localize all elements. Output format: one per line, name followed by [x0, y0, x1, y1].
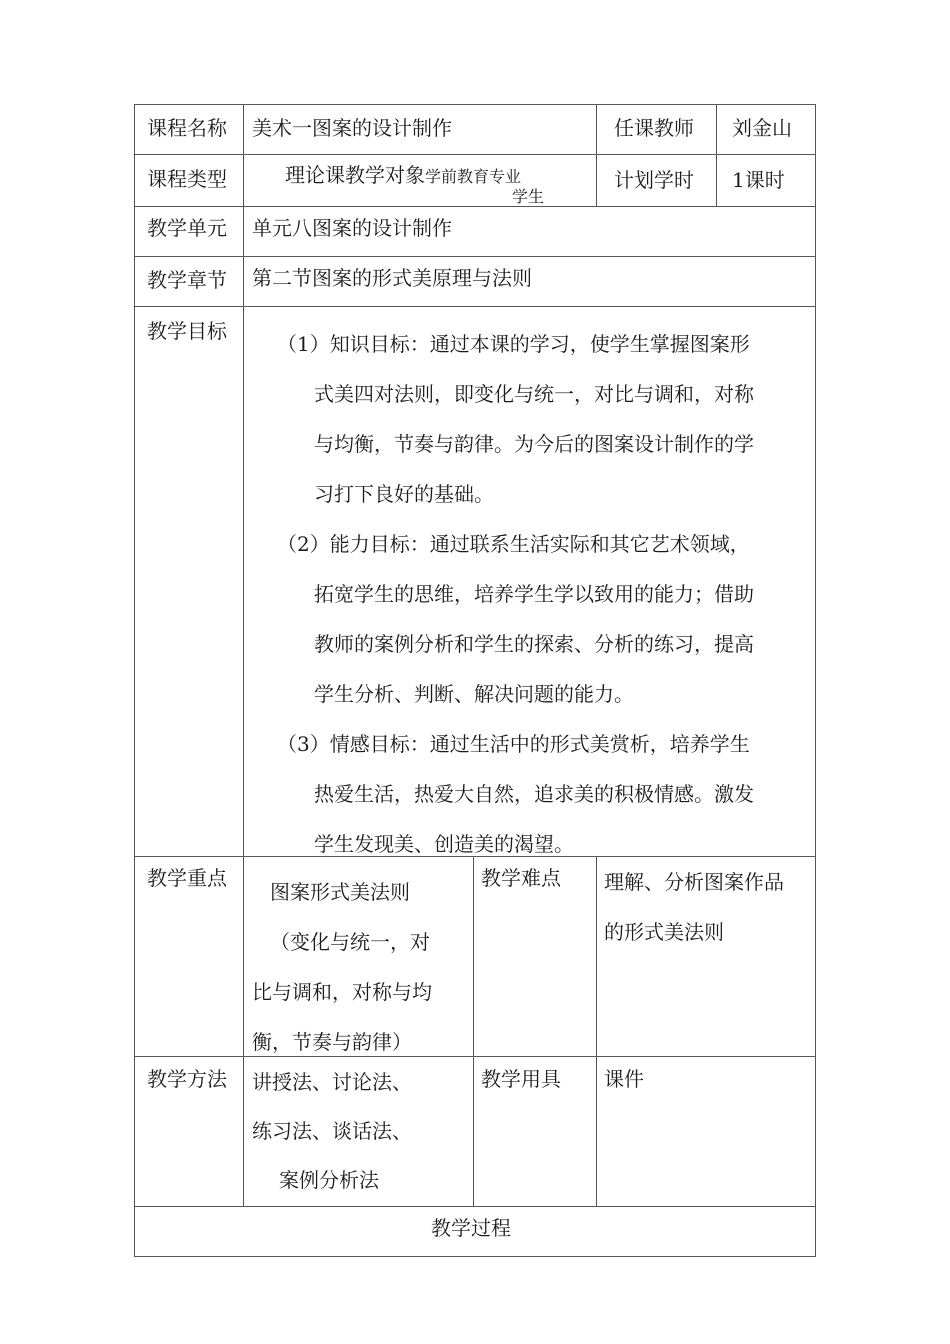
- objective-line: 学生发现美、创造美的渴望。: [314, 832, 574, 856]
- course-type-audience-cont: 学生: [512, 187, 545, 206]
- row-divider: [134, 154, 816, 155]
- objective-line: 热爱生活，热爱大自然，追求美的积极情感。激发: [314, 782, 754, 806]
- difficulty-line: 的形式美法则: [604, 920, 724, 944]
- difficulty-label: 教学难点: [481, 866, 561, 890]
- objective-line: （2）能力目标：通过联系生活实际和其它艺术领域，: [277, 532, 750, 556]
- process-heading: 教学过程: [431, 1216, 511, 1240]
- objective-line: （1）知识目标：通过本课的学习，使学生掌握图案形: [277, 332, 750, 356]
- course-name-value: 美术一图案的设计制作: [252, 116, 452, 140]
- course-type-audience: 学前教育专业: [425, 167, 522, 186]
- objective-line: 拓宽学生的思维，培养学生学以致用的能力；借助: [314, 582, 754, 606]
- teacher-label: 任课教师: [614, 116, 694, 140]
- col-divider: [596, 856, 597, 1207]
- course-name-label: 课程名称: [147, 116, 227, 140]
- focus-label: 教学重点: [147, 866, 227, 890]
- table-border-bottom: [134, 1256, 816, 1257]
- course-type-value: [285, 163, 521, 187]
- focus-line: 比与调和，对称与均: [252, 980, 432, 1004]
- col-divider: [716, 104, 717, 207]
- objectives-label: 教学目标: [147, 319, 227, 343]
- difficulty-line: 理解、分析图案作品: [604, 870, 784, 894]
- objective-line: 习打下良好的基础。: [314, 482, 494, 506]
- section-value: 第二节图案的形式美原理与法则: [252, 266, 532, 290]
- method-line: 案例分析法: [279, 1168, 379, 1192]
- col-divider: [473, 856, 474, 1207]
- col-divider: [243, 104, 244, 1207]
- teacher-value: 刘金山: [732, 116, 792, 140]
- objective-line: 与均衡，节奏与韵律。为今后的图案设计制作的学: [314, 432, 754, 456]
- focus-line: （变化与统一，对: [270, 930, 430, 954]
- table-border-top: [134, 104, 816, 105]
- table-border-left: [134, 104, 135, 1257]
- focus-line: 衡，节奏与韵律）: [252, 1030, 412, 1054]
- objective-line: 教师的案例分析和学生的探索、分析的练习，提高: [314, 632, 754, 656]
- course-type-text: 理论课教学对象: [285, 163, 425, 187]
- unit-value: 单元八图案的设计制作: [252, 216, 452, 240]
- objective-line: （3）情感目标：通过生活中的形式美赏析，培养学生: [277, 732, 750, 756]
- objective-line: 式美四对法则，即变化与统一，对比与调和，对称: [314, 382, 754, 406]
- col-divider: [596, 104, 597, 207]
- method-line: 讲授法、讨论法、: [252, 1070, 412, 1094]
- row-divider: [134, 1056, 816, 1057]
- objective-line: 学生分析、判断、解决问题的能力。: [314, 682, 634, 706]
- hours-value: 1课时: [732, 168, 785, 192]
- tools-value: 课件: [604, 1067, 644, 1091]
- method-line: 练习法、谈话法、: [252, 1119, 412, 1143]
- focus-line: 图案形式美法则: [270, 880, 410, 904]
- method-label: 教学方法: [147, 1067, 227, 1091]
- unit-label: 教学单元: [147, 216, 227, 240]
- row-divider: [134, 256, 816, 257]
- tools-label: 教学用具: [481, 1067, 561, 1091]
- row-divider: [134, 306, 816, 307]
- hours-label: 计划学时: [614, 168, 694, 192]
- course-type-label: 课程类型: [147, 167, 227, 191]
- row-divider: [134, 206, 816, 207]
- section-label: 教学章节: [147, 268, 227, 292]
- row-divider: [134, 1206, 816, 1207]
- table-border-right: [815, 104, 816, 1257]
